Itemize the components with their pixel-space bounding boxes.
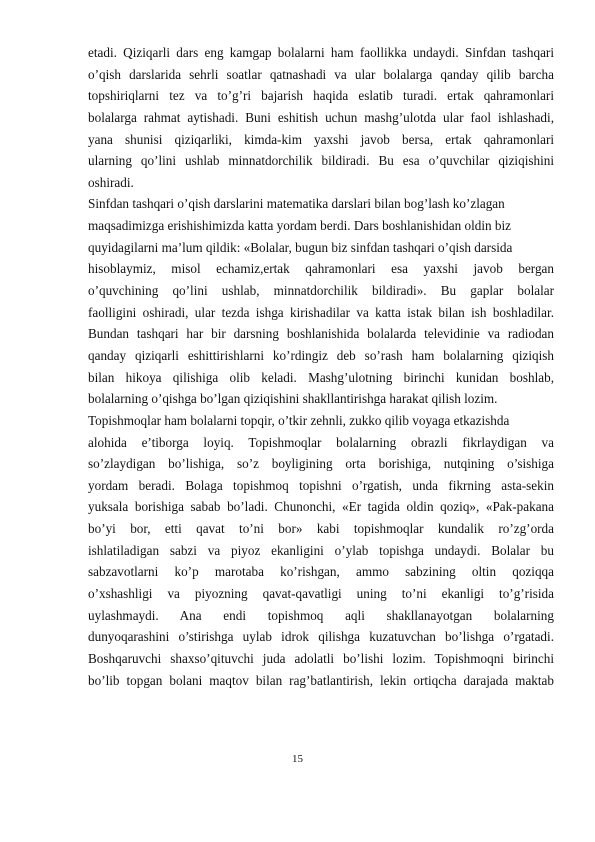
text-line: hisoblaymiz, misol echamiz,ertak qahramonlari esa yaxshi javob bergan <box>88 261 554 277</box>
text-line: bolalarning o’qishga bo’lgan qiziqishini shakllantirishga harakat qilish lozim. <box>88 391 498 407</box>
text-line: bilan hikoya qilishiga olib keladi. Mashg’ulotning birinchi kunidan boshlab, <box>88 369 554 385</box>
text-line: Sinfdan tashqari o’qish darslarini matematika darslari bilan bog’lash ko’zlagan <box>88 196 505 212</box>
text-line: oshiradi. <box>88 174 134 190</box>
text-line: Boshqaruvchi shaxso’qituvchi juda adolatli bo’lishi lozim. Topishmoqni birinchi <box>88 650 554 666</box>
text-line: o’xshashligi va piyozning qavat-qavatligi uning to’ni ekanligi to’g’risida <box>88 586 554 602</box>
text-line: bo’lib topgan bolani maqtov bilan rag’batlantirish, lekin ortiqcha darajada maktab <box>88 672 554 688</box>
text-line: maqsadimizga erishishimizda katta yordam berdi. Dars boshlanishidan oldin biz <box>88 218 511 234</box>
text-line: sabzavotlarni ko’p marotaba ko’rishgan, ammo sabzining oltin qoziqqa <box>88 564 554 580</box>
page-number: 15 <box>292 753 303 765</box>
text-line: quyidagilarni ma’lum qildik: «Bolalar, bugun biz sinfdan tashqari o’qish darsida <box>88 239 513 255</box>
text-line: etadi. Qiziqarli dars eng kamgap bolalarni ham faollikka undaydi. Sinfdan tashqari <box>88 45 554 60</box>
text-line: faolligini oshiradi, ular tezda ishga kirishadilar va katta istak bilan ish boshladilar. <box>88 304 554 320</box>
text-line: ishlatiladigan sabzi va piyoz ekanligini o’ylab topishga undaydi. Bolalar bu <box>88 542 554 558</box>
text-line: alohida e’tiborga loyiq. Topishmoqlar bolalarning obrazli fikrlaydigan va <box>88 434 554 450</box>
text-line: o’quvchining qo’lini ushlab, minnatdorchilik bildiradi». Bu gaplar bolalar <box>88 283 554 299</box>
text-line: ularning qo’lini ushlab minnatdorchilik bildiradi. Bu esa o’quvchilar qiziqishini <box>88 153 554 169</box>
text-line: yana shunisi qiziqarliki, kimda-kim yaxshi javob bersa, ertak qahramonlari <box>88 131 554 147</box>
text-line: o’qish darslarida sehrli soatlar qatnashadi va ular bolalarga qanday qilib barcha <box>88 66 554 82</box>
text-line: bolalarga rahmat aytishadi. Buni eshitish uchun mashg’ulotda ular faol ishlashadi, <box>88 109 554 125</box>
text-line: Topishmoqlar ham bolalarni topqir, o’tkir zehnli, zukko qilib voyaga etkazishda <box>88 412 510 428</box>
text-line: bo’yi bor, etti qavat to’ni bor» kabi topishmoqlar kundalik ro’zg’orda <box>88 521 554 537</box>
text-line: Bundan tashqari har bir darsning boshlanishida bolalarda televidinie va radiodan <box>88 326 554 342</box>
text-line: dunyoqarashini o’stirishga uylab idrok qilishga kuzatuvchan bo’lishga o’rgatadi. <box>88 629 554 645</box>
text-line: topshiriqlarni tez va to’g’ri bajarish haqida eslatib turadi. ertak qahramonlari <box>88 88 554 104</box>
text-line: qanday qiziqarli eshittirishlarni ko’rdingiz deb so’rash ham bolalarning qiziqish <box>88 347 554 363</box>
text-line: yordam beradi. Bolaga topishmoq topishni o’rgatish, unda fikrning asta-sekin <box>88 477 554 493</box>
text-line: yuksala borishiga sabab bo’ladi. Chunonchi, «Er tagida oldin qoziq», «Pak-pakana <box>88 499 554 515</box>
text-line: so’zlaydigan bo’lishiga, so’z boyligining orta borishiga, nutqining o’sishiga <box>88 456 554 472</box>
text-line: uylashmaydi. Ana endi topishmoq aqli shakllanayotgan bolalarning <box>88 607 554 623</box>
body-text <box>88 42 554 691</box>
